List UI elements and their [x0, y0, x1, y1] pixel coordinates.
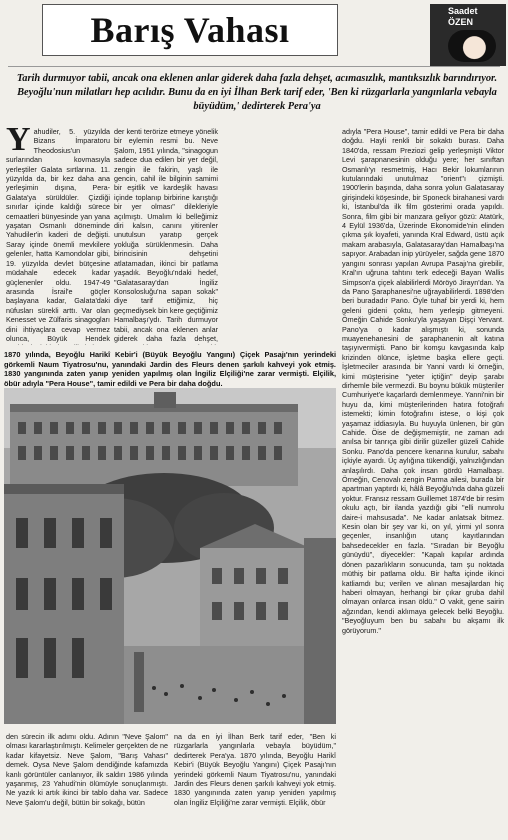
bottom-right-text: na da en iyi İlhan Berk tarif eder, "Ben ki rüzgarlarla yangınlarla vebayla büyüdüm," dedirterek Pera'ya. 1870 yılında, Beyoğlu Harikî Kebir'i (Büyük Beyoğlu Yangını) Çiçek Pasajı'nın yerindeki görkemli Naum Tiyatrosu'nu, yanındaki Jardin des Fleurs denen şarkılı kahveyi yok etmiş. 1830 yangınında zaten yanıp yeniden yapılmış olan İngiliz Elçiliği'ne zarar vermişti. Elçilik, öbür: [174, 732, 336, 807]
column-2-text: der kenti terörize etmeye yönelik bir eylemin resmi bu. Neve Şalom, 1951 yılında, "sinagogun sadece dua edilen bir yer değil, zengin ile fakirin, yaşlı ile gencin, cahil ile bilginin samimi bir eşitlik ve kardeşlik havası içinde toplanıp birbirine karıştığı bir yer olması" dilekleriyle açılmıştı. Umalım ki belleğimiz diri kalsın, canını yitirenler unutulsun yaratıp gerçek yokluğa sürüklenmesin. Daha birincisinin dehşetini atlatamadan, ikinci bir patlama yaşadık. Beyoğlu'ndaki hedef, "Galatasaray'dan İngiliz Konsolosluğu'na sapan sokak" diye tarif ettiğimiz, hiç geçmediysek bin kere geçtiğimiz Hamalbaşı'ydı. Tarih durmuyor tabii, ancak ona eklenen anlar giderek daha fazla dehşet,: [114, 127, 218, 343]
header-rule: [8, 66, 500, 67]
author-name: [448, 6, 478, 28]
article-column-3: [342, 127, 504, 839]
article-title: [42, 4, 338, 56]
article-title-text: Barış Vahası: [90, 10, 290, 50]
article-bottom-column-left: [6, 732, 168, 838]
article-bottom-column-right: [174, 732, 336, 838]
author-last-name: ÖZEN: [448, 17, 474, 27]
bottom-left-text: den sürecin ilk adımı oldu. Adının "Neve Şalom" olması kararlaştırılmıştı. Kelimeler gerçekten de ne kadar kifayetsiz. Neve Şalom, "Barış Vahası" demek. Oysa Neve Şalom dendiğinde kafamızda kanlı görüntüler canlanıyor, ilk saldırı 1986 yılında yaşanmış, 23 Yahudi'nin ölümüyle sonuçlanmıştı. Ne yazık ki artık ikinci bir tablo daha var. Sadece Neve Şalom'u değil, bütün bir sokağı, bütün: [6, 732, 168, 807]
column-1-text: ahudiler, 5. yüzyılda Bizans İmparatoru Theodosius'un surlarından kovmasıyla yerleştiler Galata sırtlarına. 11. yüzyılda da, bir kez daha ana yerleşimin dışına, Pera-Galata'ya sürüldüler. Çizdiği sınırlar içinde kaldığı sürece cemaatleri bünyesinde yan yana yaşatan Osmanlı döneminde Yahudiler'in kaderi de değişti. Saray içinde önemli mevkilere gelenler, hatta Kamondolar gibi, 19. yüzyılda devlet bütçesine müdahale edecek kadar güçlenenler oldu. 1947-49 arasında İsrail'e göçler başlayana kadar, Galata'daki nüfusları sürekli arttı. Var olan Kenesset ve Zülfaris sinagogları dini ihtiyaçlara cevap vermez olunca, Büyük Hendek: [6, 127, 110, 343]
photo-illustration: [4, 388, 336, 724]
column-3-text: adıyla "Pera House", tamir edildi ve Pera bir daha doğdu. Hayli renkli bir sokaktı burası. Daha 1840'da, ressam Preziozi gelip yerleşmişti Viktor Levi şarapnanesinin olduğu yere; her sınıftan Osmanlı'yı resmetmiş, Hacı Bekir lokumlarının kutularındaki unutulmaz "orient"ı çizmişti. 1900'lerin başında, daha sonra yolun Galatasaray girişindeki köşesinde, bir Sponeck birahanesi vardı ki, İstanbul'da ilk film gösterimi orada yapıldı. Sonra, film gibi bir manzara geliyor gözü: Atatürk, 4 Eylül 1936'da, Üzerinde Ekonomide'nin elinden çıkma şık kıyafeti, yanında Kral Edward, üstü açık makam arabasıyla, Galatasaray'dan Hamalbaşı'na sapıyor. Arabadan inip yürüyeler, sağda gene 1870 yangını sonrası yapılan Avrupa Pasajı'na girebilir, Kral'ın uğruna tahtını terk edeceği Bayan Wallis Simpson'a çiçek alabilirlerdi Möröyö Jirayn'dan. Ya da Pano Şaraphanesi'ne uğrayabilirlerdi. 1898'den beri buradadır Pano. Öyle tuhaf bir yerdi ki, hem geleni gideni çoktu, hem yerleşip gitmeyeni. Ömeğin Cahide Sonku'yla yaşayan Dişçi Yervant. Pano'ya o kadar alışmıştı ki, sonunda muayenehanesini de şaraphanenin alt katına taşıyıvermişti. Pano bir komşu kavgasında kalp krizinden ölünce, işletme başka ellere geçti. İşletmeciler arasında bir Yanni vardı ki örneğin, kimi müşterisine "yeter içtiğin" deyip şarabı dirhemle bile vermezdi. Bu boynu bükük müşteriler Cumhuriyet'e kaçarlardı demlenmeye. Yanni'nin bir huyu da, kimi müşterilerinden hatıra fotoğrafı istemekti; kimin fotoğrafını istese, o kişi çok yaşamaz iddiasıyla. Bu huyuyla ünlenen, bir gün Cahide. Öise de değişmemiştir, ne zaman adı anılsa bir tanrıça gibi dirilir güzeller güzeli Cahide Sonku. Pano'da pencere kenarına kurulur, sabahı içkiyle ayardı. Üç aylığına tükendiği, yalnızlığından anlaşılırdı. Daha çok insan gördü Hamalbaşı. Örneğin, Cenovalı zengin Parma ailesi, burada bir apartman yaptırdı ki, hâlâ Beyoğlu'nda daha güzeli yoktur. Fransız ressam Guillemet 1874'de bir resim okulu açtı, bir ilanda yazdığı gibi "elli numrolu daire-i mahsusada". Ne kadar anlatsak bitmez. Kesin olan bir şey var ki, on yıl, yirmi yıl sonra geçenler, insanlığın utanç kayıtlarından bahsedecekler en fazla. "Sıradan bir Beyoğlu günüydü", diyecekler: "Kapalı kapılar ardında dönen pazarlıkların sonucunda, tam şu noktada müthiş bir patlama oldu. Bir hafta içinde ikinci katliamdı bu; verilen ve alınan mesajlardan hiç haberi olmayan, herhangi bir çıkar gruba dahil olmayan onlarca insan öldü." O vakit, gene sairin ağzından, kendi aklımaya gelecek belki Beyoğlu. "Beyoğluyum ben bu sabahı bu akşamı ilk görüyorum.": [342, 127, 504, 635]
author-portrait: [448, 30, 496, 62]
article-column-2: [114, 127, 218, 345]
lead-paragraph: Tarih durmuyor tabii, ancak ona eklenen anlar giderek daha fazla dehşet, acımasızlık, mantıksızlık barındırıyor. Beyoğlu'nun milatları hep acılıdır. Bunu da en iyi İlhan Berk tarif eder, 'Ben ki rüzgarlarla yangınlarla vebayla büyüdüm,' dedirterek Pera'ya: [16, 73, 498, 112]
author-first-name: Saadet: [448, 6, 478, 16]
drop-cap: Y: [6, 127, 31, 158]
photo-caption: 1870 yılında, Beyoğlu Harikî Kebir'i (Büyük Beyoğlu Yangını) Çiçek Pasajı'nın yerindeki görkemli Naum Tiyatrosu'nu, yanındaki Jardin des Fleurs denen şarkılı kahveyi yok etmiş. 1830 yangınında zaten yanıp yeniden yapılmış olan İngiliz Elçiliği'ne zarar vermişti. Elçilik, öbür adıyla "Pera House", tamir edildi ve Pera bir daha doğdu.: [4, 350, 336, 388]
historic-photo-pera-house: [4, 388, 336, 724]
article-column-1: [6, 127, 110, 345]
